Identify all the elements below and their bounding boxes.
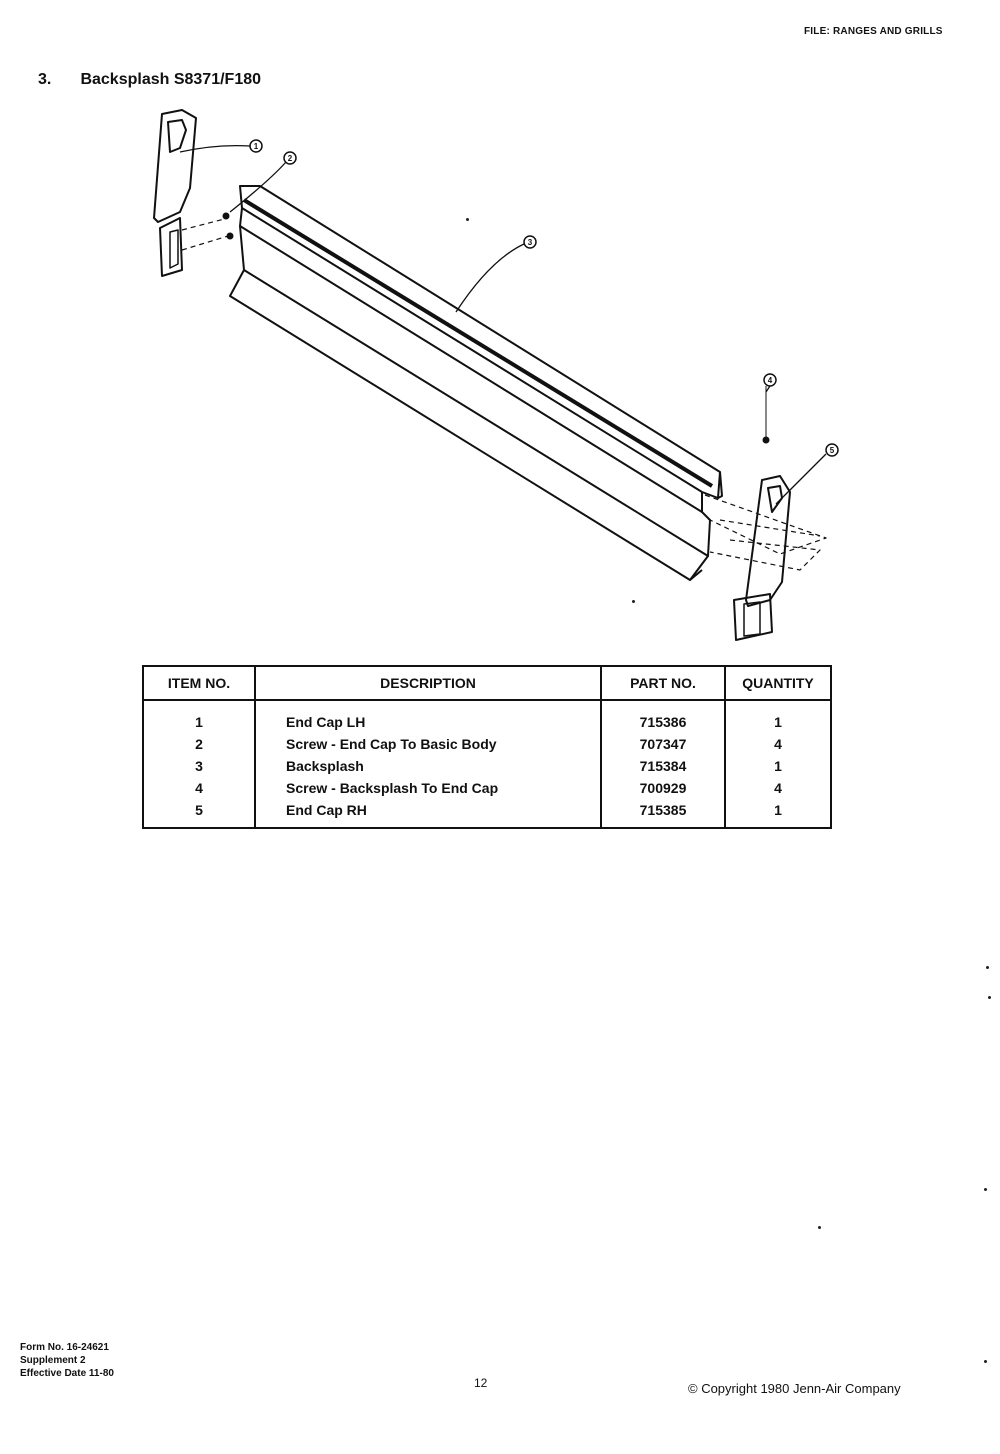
leader-3 — [456, 244, 524, 312]
item-no-cell: 3 — [195, 758, 203, 774]
scan-speck — [632, 600, 635, 603]
column-item-no — [144, 667, 256, 827]
callout-label-2: 2 — [287, 154, 293, 163]
header-item-no: ITEM NO. — [144, 667, 254, 701]
section-heading: Backsplash S8371/F180 — [80, 71, 262, 88]
quantity-cell: 1 — [774, 758, 782, 774]
header-description: DESCRIPTION — [256, 667, 600, 701]
part-no-cell: 715385 — [639, 802, 687, 818]
file-tag: FILE: RANGES AND GRILLS — [804, 26, 943, 37]
column-description — [256, 667, 602, 827]
end-cap-rh — [705, 476, 826, 640]
end-cap-lh — [154, 110, 228, 276]
header-part-no: PART NO. — [602, 667, 724, 701]
section-number: 3. — [38, 71, 52, 88]
backsplash — [230, 186, 722, 580]
copyright: © Copyright 1980 Jenn-Air Company — [688, 1381, 901, 1396]
part-no-cell: 707347 — [639, 736, 687, 752]
item-no-cell: 5 — [195, 802, 203, 818]
description-cell: End Cap RH — [286, 802, 367, 818]
item-no-cell: 4 — [195, 780, 203, 796]
description-cell: Backsplash — [286, 758, 364, 774]
quantity-cell: 4 — [774, 780, 782, 796]
description-cell: Screw - End Cap To Basic Body — [286, 736, 497, 752]
item-no-cell: 1 — [195, 714, 203, 730]
part-no-cell: 700929 — [639, 780, 687, 796]
scan-speck — [984, 1360, 987, 1363]
part-no-cell: 715386 — [639, 714, 687, 730]
quantity-cell: 1 — [774, 714, 782, 730]
column-part-no — [602, 667, 726, 827]
scan-speck — [984, 1188, 987, 1191]
quantity-cell: 1 — [774, 802, 782, 818]
part-no-cell: 715384 — [639, 758, 687, 774]
leader-1 — [180, 146, 250, 152]
scan-speck — [988, 996, 991, 999]
form-info — [20, 1341, 114, 1380]
callout-label-5: 5 — [829, 446, 835, 455]
scan-speck — [818, 1226, 821, 1229]
supplement: Supplement 2 — [20, 1355, 86, 1366]
parts-table — [142, 665, 832, 829]
callout-label-3: 3 — [527, 238, 533, 247]
header-quantity: QUANTITY — [726, 667, 830, 701]
leader-4 — [766, 386, 770, 392]
exploded-parts-diagram — [120, 100, 860, 660]
screw-lh-top — [224, 214, 229, 219]
description-cell: End Cap LH — [286, 714, 366, 730]
scan-speck — [986, 966, 989, 969]
item-no-cell: 2 — [195, 736, 203, 752]
column-quantity — [726, 667, 830, 827]
scan-speck — [466, 218, 469, 221]
leader-5 — [776, 454, 826, 504]
description-cell: Screw - Backsplash To End Cap — [286, 780, 499, 796]
callout-label-4: 4 — [767, 376, 773, 385]
form-number: Form No. 16-24621 — [20, 1342, 109, 1353]
quantity-cell: 4 — [774, 736, 782, 752]
section-title — [38, 71, 261, 89]
page-number: 12 — [474, 1376, 488, 1390]
screw-lh-bottom — [228, 234, 233, 239]
effective-date: Effective Date 11-80 — [20, 1368, 114, 1379]
callout-label-1: 1 — [253, 142, 259, 151]
